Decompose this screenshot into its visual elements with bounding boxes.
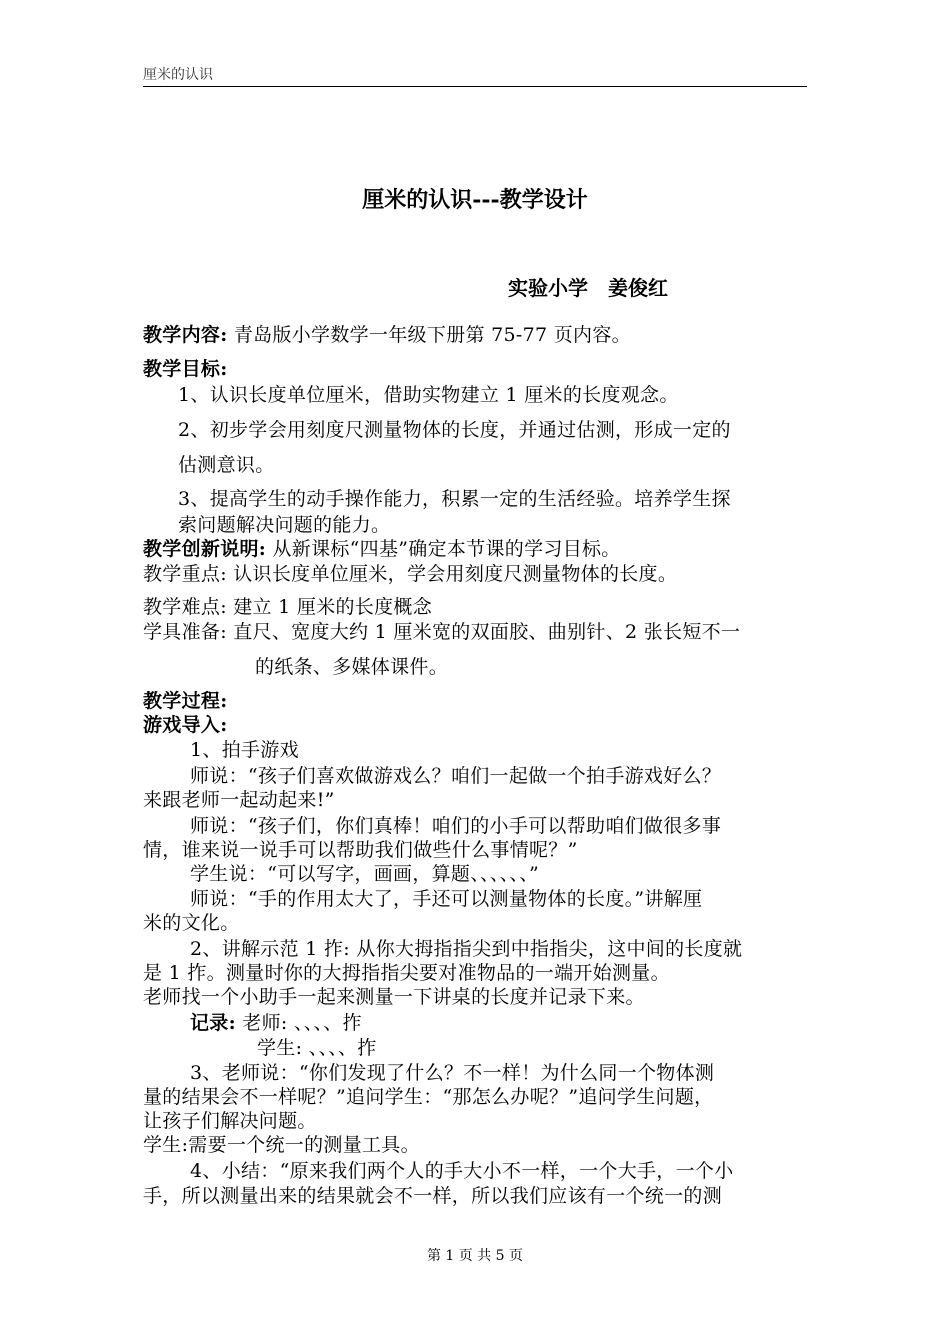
goal-1: 1、认识长度单位厘米，借助实物建立 1 厘米的长度观念。 — [178, 384, 679, 406]
paragraph-2-line-2: 来跟老师一起动起来!” — [143, 789, 335, 811]
paragraph-5-line-2: 米的文化。 — [143, 912, 240, 934]
page-footer: 第 1 页 共 5 页 — [426, 1248, 524, 1264]
author-line: 实验小学 姜俊红 — [508, 276, 668, 300]
goal-3-line-1: 3、提高学生的动手操作能力，积累一定的生活经验。培养学生探 — [178, 488, 731, 510]
record-student: 学生: 、、、、拃 — [257, 1037, 377, 1059]
paragraph-8-line-2: 量的结果会不一样呢？”追问学生：“那怎么办呢？”追问学生问题， — [143, 1086, 714, 1108]
running-header: 厘米的认识 — [143, 66, 807, 87]
record-teacher-line — [190, 1011, 862, 1035]
paragraph-4: 学生说：“可以写字，画画，算题、、、、、、” — [190, 863, 540, 885]
paragraph-8-line-1: 3、老师说：“你们发现了什么？不一样！为什么同一个物体测 — [190, 1062, 715, 1084]
content-text: 青岛版小学数学一年级下册第 75-77 页内容。 — [233, 324, 631, 346]
paragraph-2-line-1: 师说：“孩子们喜欢做游戏么？咱们一起做一个拍手游戏好么？ — [190, 765, 722, 787]
paragraph-6-line-2: 是 1 拃。测量时你的大拇指指尖要对准物品的一端开始测量。 — [143, 962, 670, 984]
key-point: 教学重点: 认识长度单位厘米，学会用刻度尺测量物体的长度。 — [143, 563, 678, 585]
content-label: 教学内容: — [143, 324, 228, 346]
process-label: 教学过程: — [143, 690, 228, 712]
paragraph-3-line-2: 情，谁来说一说手可以帮助我们做些什么事情呢？” — [143, 839, 578, 861]
goal-3-line-2: 索问题解决问题的能力。 — [178, 514, 391, 536]
paragraph-6-line-1: 2、讲解示范 1 拃: 从你大拇指指尖到中指指尖，这中间的长度就 — [190, 938, 743, 960]
paragraph-10-line-2: 手，所以测量出来的结果就会不一样，所以我们应该有一个统一的测 — [143, 1185, 723, 1207]
innovation-line — [143, 537, 815, 561]
paragraph-7: 老师找一个小助手一起来测量一下讲桌的长度并记录下来。 — [143, 986, 645, 1008]
goal-2-line-1: 2、初步学会用刻度尺测量物体的长度，并通过估测，形成一定的 — [178, 419, 731, 441]
paragraph-1: 1、拍手游戏 — [190, 739, 299, 761]
paragraph-9: 学生:需要一个统一的测量工具。 — [143, 1134, 420, 1156]
record-teacher: 老师: 、、、、拃 — [242, 1012, 362, 1034]
intro-label: 游戏导入: — [143, 714, 228, 736]
document-title: 厘米的认识---教学设计 — [362, 187, 588, 213]
goals-label: 教学目标: — [143, 358, 228, 380]
record-label: 记录: — [190, 1012, 236, 1034]
content-line — [143, 323, 815, 347]
paragraph-5-line-1: 师说：“手的作用太大了，手还可以测量物体的长度。”讲解厘 — [190, 888, 703, 910]
goal-2-line-2: 估测意识。 — [178, 454, 275, 476]
innovation-label: 教学创新说明: — [143, 538, 267, 560]
paragraph-8-line-3: 让孩子们解决问题。 — [143, 1110, 317, 1132]
tools-line-2: 的纸条、多媒体课件。 — [255, 656, 449, 678]
innovation-text: 从新课标“四基”确定本节课的学习目标。 — [272, 538, 621, 560]
tools-line-1: 学具准备: 直尺、宽度大约 1 厘米宽的双面胶、曲别针、2 张长短不一 — [143, 621, 741, 643]
paragraph-10-line-1: 4、小结：“原来我们两个人的手大小不一样，一个大手，一个小 — [190, 1160, 734, 1182]
difficulty: 教学难点: 建立 1 厘米的长度概念 — [143, 596, 433, 618]
paragraph-3-line-1: 师说：“孩子们，你们真棒！咱们的小手可以帮助咱们做很多事 — [190, 815, 722, 837]
